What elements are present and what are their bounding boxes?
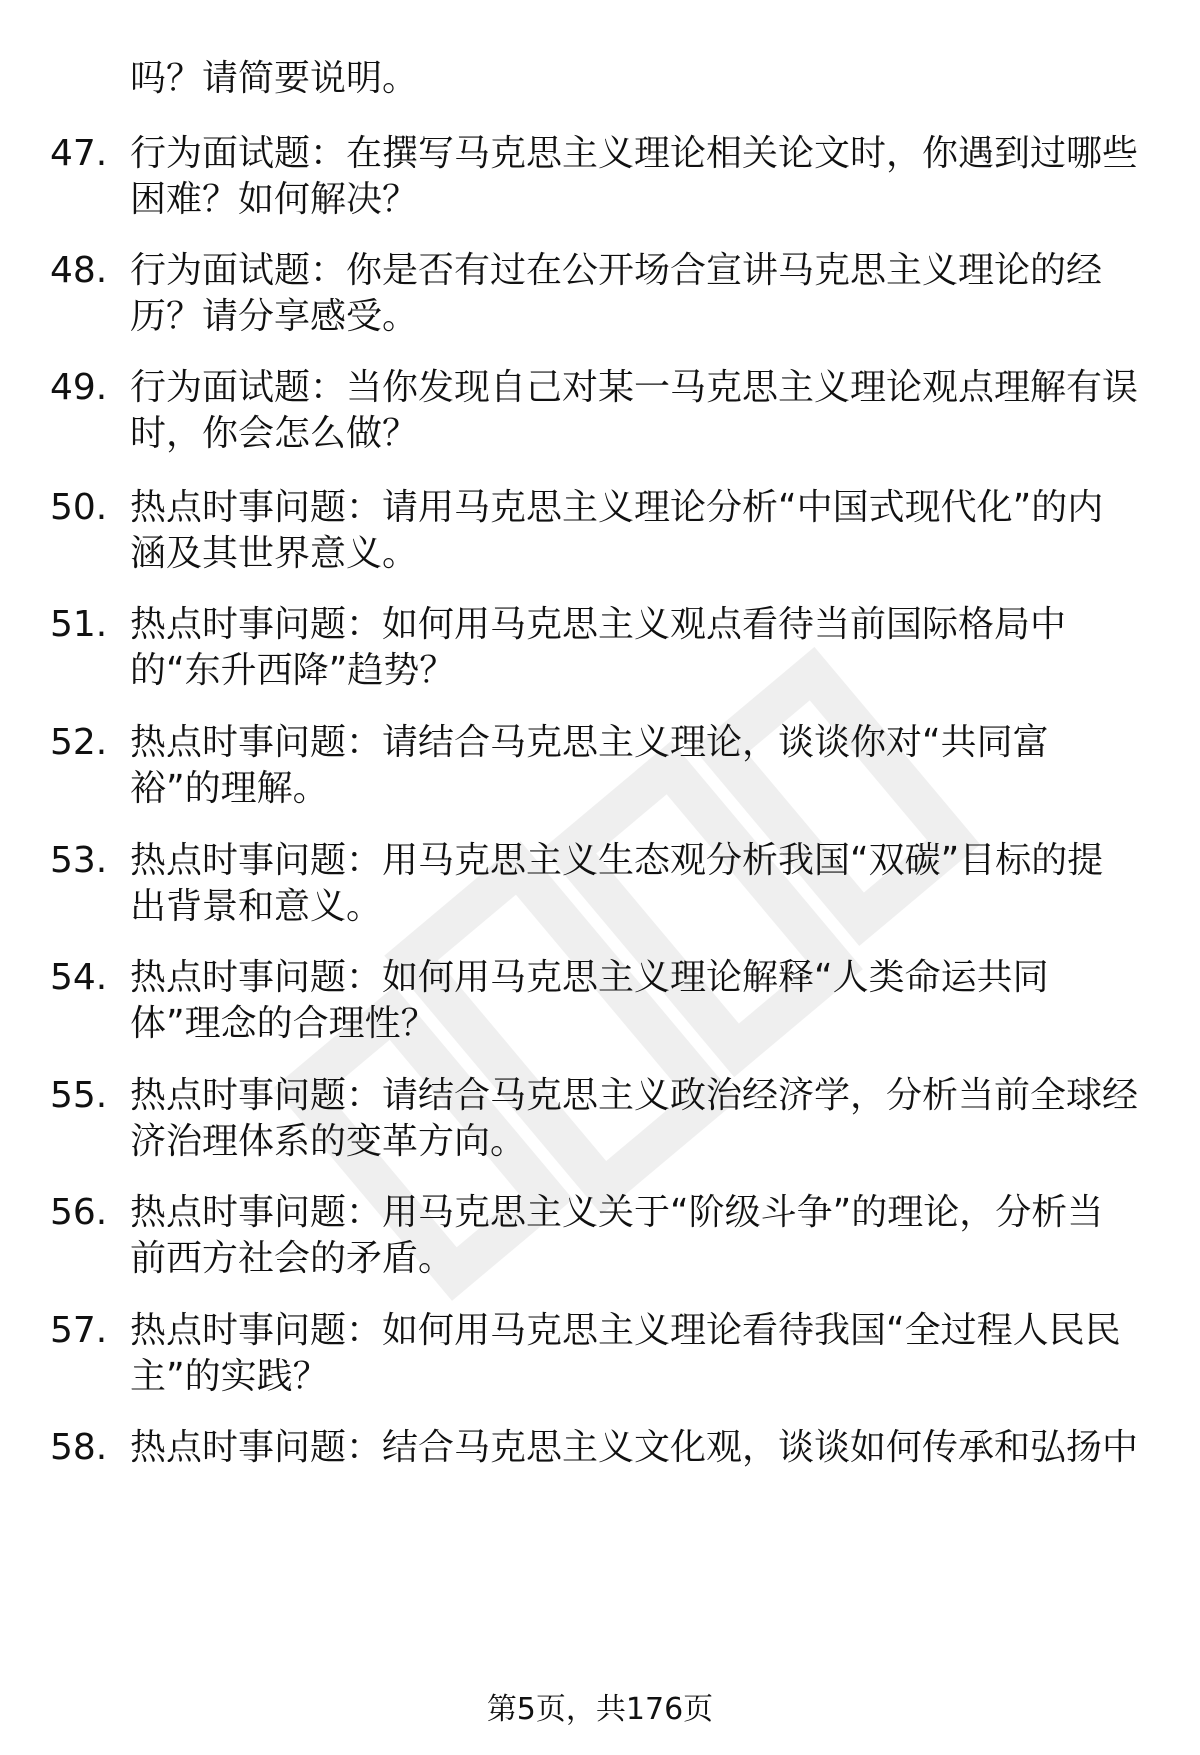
question-number: 52. [50,722,108,763]
question-text-line-2: 前西方社会的矛盾。 [130,1238,455,1279]
question-text-line-1: 热点时事问题：如何用马克思主义理论看待我国“全过程人民民 [130,1310,1121,1351]
question-number: 51. [50,604,108,645]
question-text-line-2: 出背景和意义。 [130,886,383,927]
question-number: 48. [50,250,108,291]
question-text-line-1: 热点时事问题：请结合马克思主义理论，谈谈你对“共同富 [130,722,1049,763]
question-text-line-1: 热点时事问题：如何用马克思主义观点看待当前国际格局中 [130,604,1067,645]
question-text-line-1: 热点时事问题：用马克思主义生态观分析我国“双碳”目标的提 [130,840,1104,881]
question-number: 56. [50,1192,108,1233]
question-number: 53. [50,840,108,881]
question-number: 49. [50,367,108,408]
question-text-line-1: 热点时事问题：请用马克思主义理论分析“中国式现代化”的内 [130,487,1104,528]
continuation-text: 吗？请简要说明。 [130,58,419,99]
question-text-line-1: 行为面试题：当你发现自己对某一马克思主义理论观点理解有误 [130,367,1139,408]
question-text-line-2: 的“东升西降”趋势？ [130,650,456,691]
question-text-line-2: 主”的实践？ [130,1356,329,1397]
question-number: 54. [50,957,108,998]
question-text-line-2: 裕”的理解。 [130,768,329,809]
question-text-line-2: 体”理念的合理性？ [130,1003,437,1044]
page-footer: 第5页，共176页 [486,1692,714,1727]
question-text-line-2: 涵及其世界意义。 [130,533,419,574]
question-number: 47. [50,133,108,174]
question-number: 58. [50,1427,108,1468]
question-text-line-1: 热点时事问题：请结合马克思主义政治经济学，分析当前全球经 [130,1075,1139,1116]
question-number: 50. [50,487,108,528]
question-text-line-2: 困难？如何解决？ [130,179,419,220]
question-text-line-1: 热点时事问题：如何用马克思主义理论解释“人类命运共同 [130,957,1049,998]
question-text-line-2: 济治理体系的变革方向。 [130,1121,527,1162]
question-text-line-1: 热点时事问题：结合马克思主义文化观，谈谈如何传承和弘扬中 [130,1427,1139,1468]
question-text-line-2: 时，你会怎么做？ [130,413,419,454]
question-text-line-2: 历？请分享感受。 [130,296,419,337]
question-number: 55. [50,1075,108,1116]
question-text-line-1: 行为面试题：在撰写马克思主义理论相关论文时，你遇到过哪些 [130,133,1139,174]
question-text-line-1: 行为面试题：你是否有过在公开场合宣讲马克思主义理论的经 [130,250,1103,291]
question-text-line-1: 热点时事问题：用马克思主义关于“阶级斗争”的理论，分析当 [130,1192,1104,1233]
question-number: 57. [50,1310,108,1351]
